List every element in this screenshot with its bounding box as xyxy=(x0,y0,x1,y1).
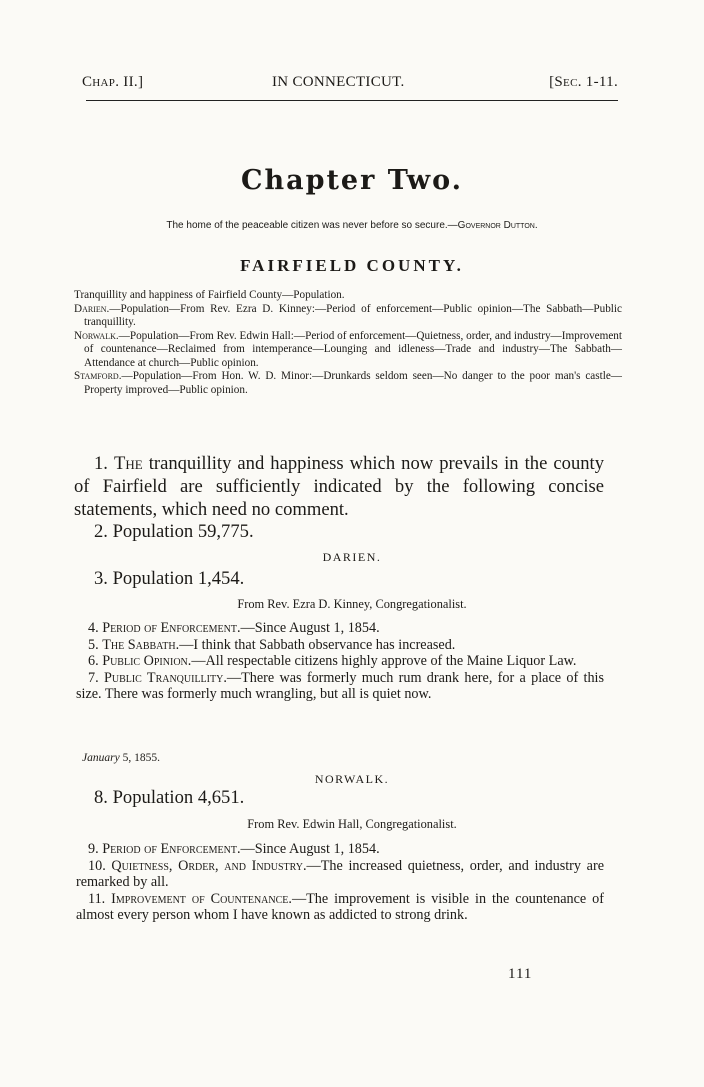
entry-paragraph: 7. Public Tranquillity.—There was formerly much rum drank here, for a place of this size. There was formerly much wrangling, but all is quiet now. xyxy=(76,669,605,702)
norwalk-heading: NORWALK. xyxy=(314,772,390,786)
summary-line: Norwalk.—Population—From Rev. Edwin Hall:—Period of enforcement—Quietness, order, and industry—Improvement of countenance—Reclaimed from intemperance—Lounging and idleness—Trade and industry—The Sabbath—Attendance at church—Public opinion. xyxy=(74,329,622,369)
entry-paragraph: 4. Period of Enforcement.—Since August 1, 1854. xyxy=(88,620,380,636)
chapter-title: Chapter Two. xyxy=(240,165,464,196)
letter-date: January 5, 1855. xyxy=(82,752,160,764)
summary-line: Stamford.—Population—From Hon. W. D. Minor:—Drunkards seldom seen—No danger to the poor man's castle—Property improved—Public opinion. xyxy=(74,370,622,396)
entry-paragraph: 6. Public Opinion.—All respectable citizens highly approve of the Maine Liquor Law. xyxy=(88,653,577,669)
norwalk-entries xyxy=(76,841,604,924)
epigraph xyxy=(0,220,704,231)
running-head-chapter: Chap. II.] xyxy=(82,74,144,90)
chapter-summary xyxy=(74,289,622,397)
norwalk-source: From Rev. Edwin Hall, Congregationalist. xyxy=(247,817,457,831)
darien-population: 3. Population 1,454. xyxy=(94,568,245,589)
entry-paragraph: 11. Improvement of Countenance.—The improvement is visible in the countenance of almost every person whom I have known as addicted to strong drink. xyxy=(76,890,604,923)
summary-line: Tranquillity and happiness of Fairfield County—Population. xyxy=(74,289,345,301)
summary-line: Darien.—Population—From Rev. Ezra D. Kinney:—Period of enforcement—Public opinion—The Sabbath—Public tranquillity. xyxy=(74,302,622,328)
running-head-section: [Sec. 1-11. xyxy=(549,74,618,90)
page-number: 111 xyxy=(508,966,533,982)
epigraph-text: The home of the peaceable citizen was never before so secure.— xyxy=(166,220,458,231)
darien-heading: DARIEN. xyxy=(322,550,382,564)
section-title: FAIRFIELD COUNTY. xyxy=(240,256,464,275)
header-rule xyxy=(86,100,618,101)
entry-paragraph: 9. Period of Enforcement.—Since August 1, 1854. xyxy=(88,841,380,857)
epigraph-author: Governor Dutton. xyxy=(457,220,538,231)
running-head xyxy=(82,74,618,96)
paragraph-2: 2. Population 59,775. xyxy=(94,521,254,542)
running-head-title: IN CONNECTICUT. xyxy=(272,74,405,90)
entry-paragraph: 5. The Sabbath.—I think that Sabbath observance has increased. xyxy=(88,636,456,653)
darien-source: From Rev. Ezra D. Kinney, Congregationalist. xyxy=(237,597,467,611)
darien-entries xyxy=(76,620,604,703)
norwalk-population: 8. Population 4,651. xyxy=(94,787,245,808)
paragraph-1: 1. The tranquillity and happiness which now prevails in the county of Fairfield are sufficiently indicated by the following concise statements, which need no comment. xyxy=(74,453,605,520)
entry-paragraph: 10. Quietness, Order, and Industry.—The increased quietness, order, and industry are remarked by all. xyxy=(76,857,604,890)
